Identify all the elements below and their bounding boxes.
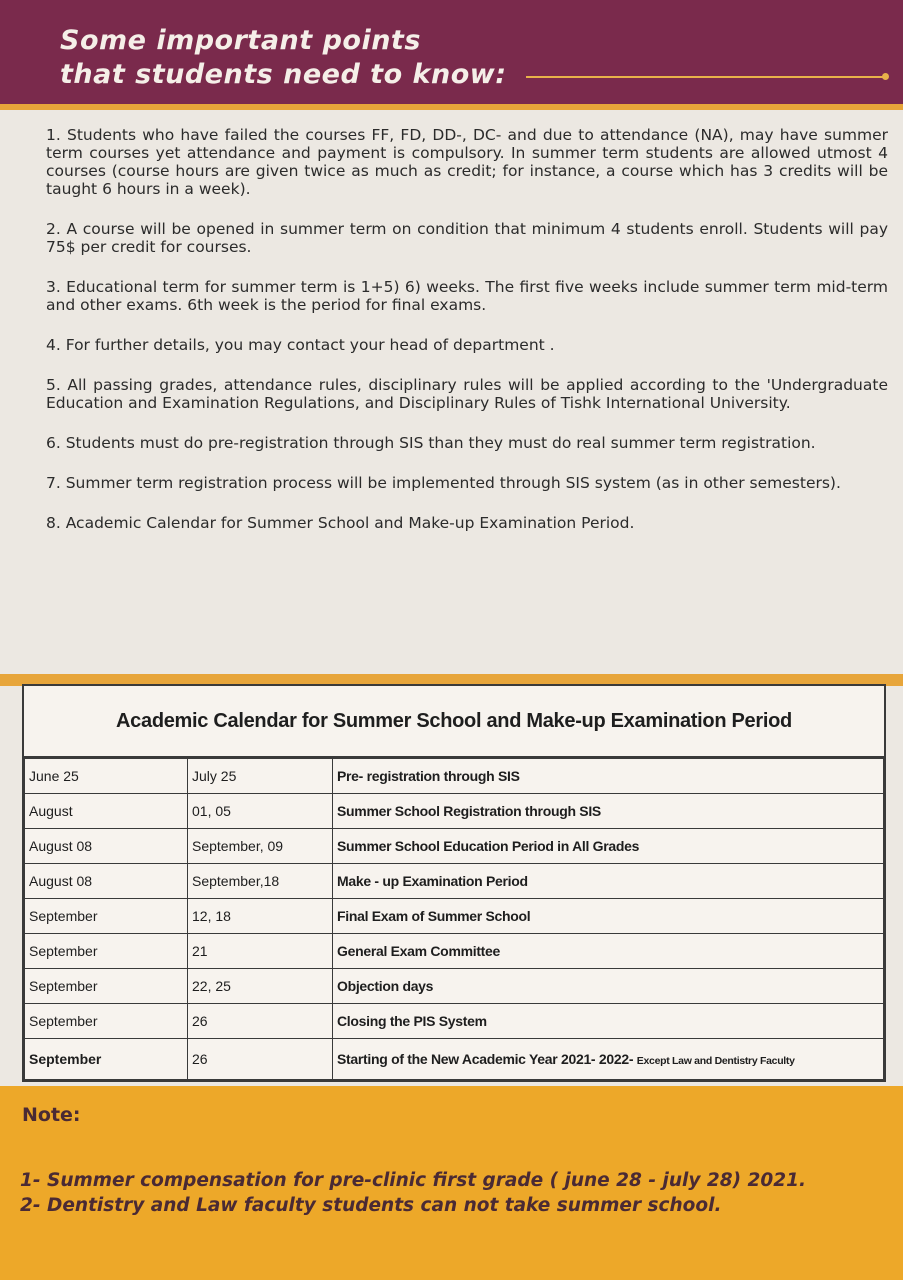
note-list xyxy=(20,1168,806,1218)
table-row xyxy=(25,829,884,864)
event-cell: General Exam Committee xyxy=(333,934,884,969)
end-date-cell: 26 xyxy=(188,1004,333,1039)
calendar-grid xyxy=(24,758,884,1080)
point-3: 3. Educational term for summer term is 1+5) 6) weeks. The first five weeks include summer term mid-term and other exams. 6th week is the period for final exams. xyxy=(46,278,888,314)
table-row xyxy=(25,759,884,794)
header-accent-band xyxy=(0,104,903,110)
table-row xyxy=(25,1039,884,1080)
start-date-cell: September xyxy=(25,1004,188,1039)
point-7: 7. Summer term registration process will be implemented through SIS system (as in other semesters). xyxy=(46,474,841,492)
event-cell xyxy=(333,1039,884,1080)
points-list xyxy=(46,126,888,554)
table-row xyxy=(25,969,884,1004)
title-line-1: Some important points xyxy=(60,25,421,56)
start-date-cell: September xyxy=(25,969,188,1004)
end-date-cell: 01, 05 xyxy=(188,794,333,829)
table-row xyxy=(25,1004,884,1039)
end-date-cell: 22, 25 xyxy=(188,969,333,1004)
point-8: 8. Academic Calendar for Summer School and Make-up Examination Period. xyxy=(46,514,635,532)
title-divider xyxy=(526,76,886,78)
note-item-2: 2- Dentistry and Law faculty students can not take summer school. xyxy=(20,1195,722,1216)
table-row xyxy=(25,794,884,829)
end-date-cell: 21 xyxy=(188,934,333,969)
event-cell: Pre- registration through SIS xyxy=(333,759,884,794)
page-title xyxy=(60,24,507,92)
end-date-cell: September, 09 xyxy=(188,829,333,864)
end-date-cell: 26 xyxy=(188,1039,333,1080)
end-date-cell: July 25 xyxy=(188,759,333,794)
note-title: Note: xyxy=(22,1104,81,1126)
event-text: Starting of the New Academic Year 2021- 2022- xyxy=(337,1051,634,1067)
point-5: 5. All passing grades, attendance rules, disciplinary rules will be applied according to the 'Undergraduate Education and Examination Regulations, and Disciplinary Rules of Tishk International University. xyxy=(46,376,888,412)
event-cell: Closing the PIS System xyxy=(333,1004,884,1039)
point-1: 1. Students who have failed the courses FF, FD, DD-, DC- and due to attendance (NA), may have summer term courses yet attendance and payment is compulsory. In summer term students are allowed utmost 4 courses (course hours are given twice as much as credit; for instance, a course which has 3 credits will be taught 6 hours in a week). xyxy=(46,126,888,198)
header-banner xyxy=(0,0,903,108)
table-row xyxy=(25,864,884,899)
event-exception-note: Except Law and Dentistry Faculty xyxy=(636,1055,795,1067)
event-cell: Summer School Education Period in All Grades xyxy=(333,829,884,864)
event-cell: Final Exam of Summer School xyxy=(333,899,884,934)
event-cell: Objection days xyxy=(333,969,884,1004)
title-line-2: that students need to know: xyxy=(60,59,507,90)
note-item-1: 1- Summer compensation for pre-clinic first grade ( june 28 - july 28) 2021. xyxy=(20,1170,806,1191)
point-4: 4. For further details, you may contact your head of department . xyxy=(46,336,555,354)
point-2: 2. A course will be opened in summer term on condition that minimum 4 students enroll. Students will pay 75$ per credit for courses. xyxy=(46,220,888,256)
divider-dot xyxy=(882,73,889,80)
academic-calendar-table xyxy=(22,684,886,1082)
table-row xyxy=(25,899,884,934)
start-date-cell: September xyxy=(25,899,188,934)
start-date-cell: August 08 xyxy=(25,864,188,899)
event-cell: Summer School Registration through SIS xyxy=(333,794,884,829)
start-date-cell: August 08 xyxy=(25,829,188,864)
start-date-cell: August xyxy=(25,794,188,829)
calendar-title: Academic Calendar for Summer School and Make-up Examination Period xyxy=(24,686,884,758)
end-date-cell: 12, 18 xyxy=(188,899,333,934)
end-date-cell: September,18 xyxy=(188,864,333,899)
start-date-cell: September xyxy=(25,934,188,969)
table-row xyxy=(25,934,884,969)
start-date-cell: September xyxy=(25,1039,188,1080)
note-section xyxy=(0,1086,903,1280)
start-date-cell: June 25 xyxy=(25,759,188,794)
point-6: 6. Students must do pre-registration through SIS than they must do real summer term registration. xyxy=(46,434,816,452)
event-cell: Make - up Examination Period xyxy=(333,864,884,899)
